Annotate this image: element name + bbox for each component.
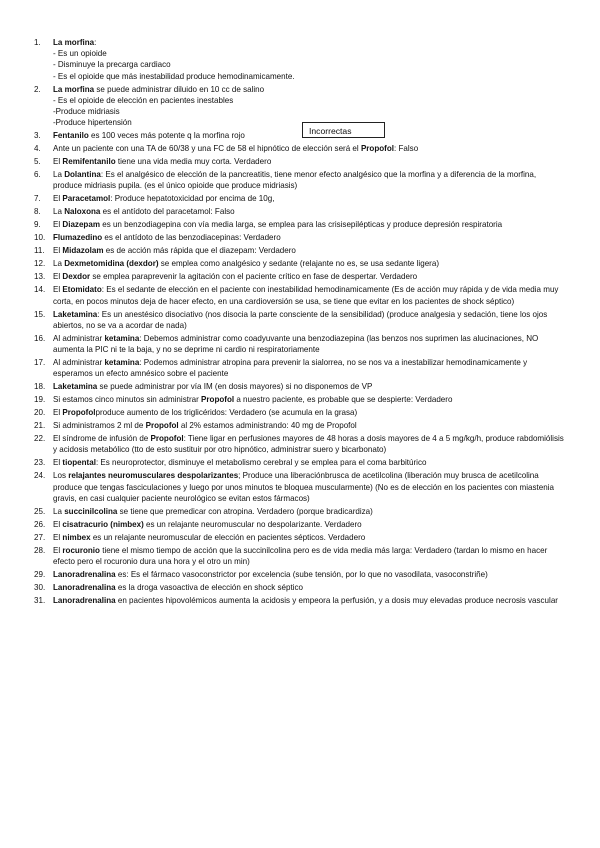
- list-item: [34, 582, 564, 593]
- bold-term: succinilcolina: [64, 506, 118, 516]
- sub-point: -Produce midriasis: [53, 107, 120, 117]
- bold-term: tiopental: [62, 458, 96, 468]
- item-text: [53, 219, 564, 230]
- list-item: [34, 532, 564, 543]
- text-segment: Si administramos 2 ml de: [53, 421, 146, 431]
- list-item: [34, 381, 564, 392]
- text-segment: es un benzodiagepina con vía media larga, se emplea para las crisisepilépticas y produce depresión respiratoria: [99, 220, 503, 230]
- bold-term: Propofol: [150, 434, 184, 444]
- item-text: [53, 271, 564, 282]
- list-item: [34, 156, 564, 167]
- list-item: [34, 595, 564, 606]
- text-segment: El: [53, 194, 63, 204]
- item-number: 7.: [34, 194, 41, 204]
- text-segment: El: [53, 272, 63, 282]
- text-segment: El síndrome de infusión de: [53, 434, 151, 444]
- bold-term: Fentanilo: [53, 131, 89, 141]
- text-segment: Los: [53, 471, 69, 481]
- text-segment: El: [53, 157, 63, 167]
- text-segment: : Es el sedante de elección en el paciente con inestabilidad hemodinamicamente (Es de acción muy rápida y de vida media muy corta, en pocos minutos deja de hacer efecto, en una cardioversión se usa, se tiene que evitar en los pacientes de shock séptico): [53, 285, 559, 306]
- item-text: [53, 470, 564, 504]
- item-number: 19.: [34, 395, 46, 405]
- text-segment: es de acción más rápida que el diazepam: Verdadero: [103, 246, 296, 256]
- bold-term: Laketamina: [53, 382, 98, 392]
- text-segment: : Podemos administrar atropina para prevenir la sialorrea, no se nos va a inestabilizar hemodinamicamente y esperamos un efecto amnésico sobre el paciente: [53, 358, 528, 379]
- question-list: [34, 37, 564, 608]
- item-text: [53, 506, 564, 517]
- list-item: [34, 457, 564, 468]
- item-number: 2.: [34, 84, 41, 94]
- list-item: [34, 506, 564, 517]
- text-segment: La: [53, 506, 65, 516]
- item-number: 11.: [34, 246, 45, 256]
- list-item: [34, 143, 564, 154]
- sub-point: - Disminuye la precarga cardiaco: [53, 60, 171, 70]
- text-segment: es un relajante neuromuscular no despolarizante. Verdadero: [143, 519, 362, 529]
- bold-term: La morfina: [53, 38, 95, 47]
- text-segment: El: [53, 408, 63, 418]
- bold-term: Dolantina: [64, 170, 101, 180]
- text-segment: : Debemos administrar como coadyuvante una benzodiazepina (las benzos nos suprimen las alucinaciones, NO aumenta la PIC ni te la baja, y no se deprime ni cardio ni respiratoriamente: [53, 333, 539, 355]
- bold-term: relajantes neuromusculares despolarizantes: [68, 471, 239, 481]
- bold-term: Flumazedino: [53, 233, 103, 243]
- list-item: [34, 130, 564, 141]
- bold-term: Naloxona: [64, 207, 101, 217]
- bold-term: Remifentanilo: [62, 157, 116, 167]
- item-text: [53, 193, 564, 204]
- list-item: [34, 219, 564, 230]
- text-segment: : Falso: [394, 144, 419, 154]
- item-number: 9.: [34, 220, 41, 230]
- item-text: [53, 457, 564, 468]
- list-item: [34, 271, 564, 282]
- item-number: 18.: [34, 382, 46, 392]
- item-text: [53, 532, 564, 543]
- text-segment: El: [53, 458, 63, 468]
- bold-term: nimbex: [62, 532, 91, 542]
- bold-term: Lanoradrenalina: [53, 583, 116, 593]
- text-segment: El: [53, 220, 63, 230]
- text-segment: es el antídoto de las benzodiacepinas: Verdadero: [102, 233, 281, 243]
- text-segment: es la droga vasoactiva de elección en shock séptico: [115, 583, 304, 593]
- text-segment: El: [53, 285, 63, 295]
- item-number: 4.: [34, 144, 41, 154]
- bold-term: Dexmetomidina (dexdor): [64, 259, 159, 269]
- bold-term: ketamina: [104, 333, 140, 343]
- item-text: [53, 433, 564, 455]
- text-segment: :: [94, 38, 97, 47]
- bold-term: Propofol: [360, 144, 395, 154]
- text-segment: se puede administrar diluido en 10 cc de salino: [94, 84, 265, 94]
- list-item: [34, 519, 564, 530]
- item-text: [53, 206, 564, 217]
- text-segment: Al administrar: [53, 333, 105, 343]
- list-item: [34, 169, 564, 191]
- item-number: 27.: [34, 532, 46, 542]
- text-segment: La: [53, 170, 65, 180]
- item-text: [53, 156, 564, 167]
- item-text: [53, 407, 564, 418]
- text-segment: : Es un anestésico disociativo (nos disocia la parte consciente de la sensibilidad) (produce analgesia y sedación, tiene los ojos abiertos, no se va a acordar de nada): [53, 309, 548, 330]
- bold-term: Etomidato: [62, 285, 102, 295]
- item-text: [53, 232, 564, 243]
- text-segment: tiene el mismo tiempo de acción que la succinilcolina pero es de vida media más larga: Verdadero (tardan lo mismo en hacer efecto pero el rocuronio dura una hora y el otro un min): [53, 545, 548, 567]
- text-segment: produce aumento de los triglicéridos: Verdadero (se acumula en la grasa): [95, 408, 358, 418]
- text-segment: es el antídoto del paracetamol: Falso: [100, 207, 235, 217]
- list-item: [34, 232, 564, 243]
- text-segment: a nuestro paciente, es probable que se despierte: Verdadero: [234, 395, 453, 405]
- item-text: [53, 169, 564, 191]
- text-segment: tiene una vida media muy corta. Verdadero: [115, 157, 272, 167]
- text-segment: en pacientes hipovolémicos aumenta la acidosis y empeora la perfusión, y a dosis muy elevadas produce necrosis vascular: [115, 596, 558, 606]
- bold-term: Dexdor: [62, 272, 91, 282]
- list-item: [34, 433, 564, 455]
- item-text: [53, 545, 564, 567]
- item-number: 17.: [34, 358, 46, 368]
- item-number: 5.: [34, 157, 41, 167]
- text-segment: Ante un paciente con una TA de 60/38 y una FC de 58 el hipnótico de elección será el: [53, 144, 361, 154]
- item-number: 1.: [34, 38, 41, 47]
- list-item: [34, 470, 564, 504]
- text-segment: La: [53, 207, 65, 217]
- item-number: 24.: [34, 471, 46, 481]
- text-segment: : Tiene ligar en perfusiones mayores de 48 horas a dosis mayores de 4 a 5 mg/kg/h, produce rabdomiólisis y acidosis metabólico (tto de esto sustituir por otro hipnótico, administrar suero y bicarbonato): [53, 434, 564, 455]
- bold-term: rocuronio: [62, 545, 100, 555]
- bold-term: ketamina: [104, 358, 140, 368]
- item-number: 13.: [34, 272, 46, 282]
- text-segment: Si estamos cinco minutos sin administrar: [53, 395, 202, 405]
- text-segment: al 2% estamos administrando: 40 mg de Propofol: [178, 421, 357, 431]
- bold-term: cisatracurio (nimbex): [62, 519, 144, 529]
- item-text: [53, 309, 564, 331]
- item-text: [53, 258, 564, 269]
- item-text: [53, 420, 564, 431]
- item-text: [53, 394, 564, 405]
- item-text: [53, 582, 564, 593]
- sub-point: -Produce hipertensión: [53, 118, 132, 128]
- item-text: [53, 333, 564, 355]
- item-text: [53, 245, 564, 256]
- list-item: [34, 37, 564, 82]
- text-segment: El: [53, 519, 63, 529]
- item-number: 26.: [34, 519, 46, 529]
- item-number: 8.: [34, 207, 41, 217]
- list-item: [34, 545, 564, 567]
- bold-term: Laketamina: [53, 309, 98, 319]
- list-item: [34, 357, 564, 379]
- list-item: [34, 569, 564, 580]
- sub-point: - Es el opioide de elección en pacientes inestables: [53, 95, 234, 105]
- text-segment: se puede administrar por vía IM (en dosis mayores) si no disponemos de VP: [97, 382, 373, 392]
- item-text: [53, 284, 564, 306]
- bold-term: Midazolam: [62, 246, 104, 256]
- text-segment: se emplea paraprevenir la agitación con el paciente crítico en fase de despertar. Verdadero: [90, 272, 418, 282]
- list-item: [34, 206, 564, 217]
- item-text: [53, 357, 564, 379]
- item-number: 22.: [34, 434, 46, 444]
- item-text: [53, 595, 564, 606]
- list-item: [34, 407, 564, 418]
- item-text: [53, 37, 564, 82]
- text-segment: : Produce hepatotoxicidad por encima de 10g,: [110, 194, 275, 204]
- list-item: [34, 284, 564, 306]
- item-number: 21.: [34, 421, 46, 431]
- item-number: 14.: [34, 285, 46, 295]
- bold-term: Diazepam: [62, 220, 100, 230]
- sub-point: - Es el opioide que más inestabilidad produce hemodinamicamente.: [53, 71, 295, 81]
- item-number: 6.: [34, 170, 41, 180]
- list-item: [34, 245, 564, 256]
- text-segment: El: [53, 532, 63, 542]
- text-segment: El: [53, 246, 63, 256]
- item-text: [53, 143, 564, 154]
- list-item: [34, 84, 564, 129]
- text-segment: El: [53, 545, 63, 555]
- incorrect-note-box: Incorrectas: [302, 122, 385, 138]
- item-text: [53, 569, 564, 580]
- text-segment: es un relajante neuromuscular de elección en pacientes sépticos. Verdadero: [90, 532, 366, 542]
- item-number: 30.: [34, 583, 46, 593]
- list-item: [34, 309, 564, 331]
- bold-term: La morfina: [53, 84, 95, 94]
- item-number: 3.: [34, 131, 41, 141]
- item-number: 10.: [34, 233, 46, 243]
- text-segment: es 100 veces más potente q la morfina rojo: [88, 131, 245, 141]
- list-item: [34, 193, 564, 204]
- bold-term: Propofol: [201, 395, 235, 405]
- bold-term: Propofol: [145, 421, 179, 431]
- list-item: [34, 258, 564, 269]
- bold-term: Lanoradrenalina: [53, 596, 116, 606]
- item-number: 31.: [34, 596, 46, 606]
- item-number: 25.: [34, 506, 46, 516]
- item-number: 28.: [34, 545, 46, 555]
- item-number: 29.: [34, 570, 46, 580]
- bold-term: Lanoradrenalina: [53, 570, 116, 580]
- item-text: [53, 519, 564, 530]
- item-text: [53, 381, 564, 392]
- list-item: [34, 420, 564, 431]
- item-number: 20.: [34, 408, 46, 418]
- text-segment: se tiene que premedicar con atropina. Verdadero (porque bradicardiza): [117, 506, 373, 516]
- list-item: [34, 394, 564, 405]
- item-number: 16.: [34, 333, 46, 343]
- item-number: 23.: [34, 458, 46, 468]
- text-segment: es: Es el fármaco vasoconstrictor por excelencia (sube tensión, por lo que no vasodilata, vasoconstriñe): [115, 570, 488, 580]
- item-number: 15.: [34, 309, 46, 319]
- sub-point: - Es un opioide: [53, 49, 107, 59]
- bold-term: Paracetamol: [62, 194, 111, 204]
- text-segment: La: [53, 259, 65, 269]
- item-number: 12.: [34, 259, 46, 269]
- text-segment: : Es el analgésico de elección de la pancreatitis, tiene menor efecto analgésico que la morfina y a diferencia de la morfina, produce midriasis pupila. (es el único opioide que produce midriasis): [53, 170, 537, 191]
- text-segment: ; Produce una liberaciónbrusca de acetilcolina (liberación muy brusca de acetilcolina produce que tengas fasciculaciones y luego por unos minutos te bloquea muscularmente) (No es de elección en los pacientes con miastenia gravis, en casi cualquier paciente neurológico se evitan estos fármacos): [53, 471, 554, 503]
- text-segment: se emplea como analgésico y sedante (relajante no es, se usa sedante ligera): [158, 259, 439, 269]
- bold-term: Propofol: [62, 408, 96, 418]
- text-segment: Al administrar: [53, 358, 105, 368]
- text-segment: : Es neuroprotector, disminuye el metabolismo cerebral y se emplea para el coma barbitúrico: [95, 458, 427, 468]
- list-item: [34, 333, 564, 355]
